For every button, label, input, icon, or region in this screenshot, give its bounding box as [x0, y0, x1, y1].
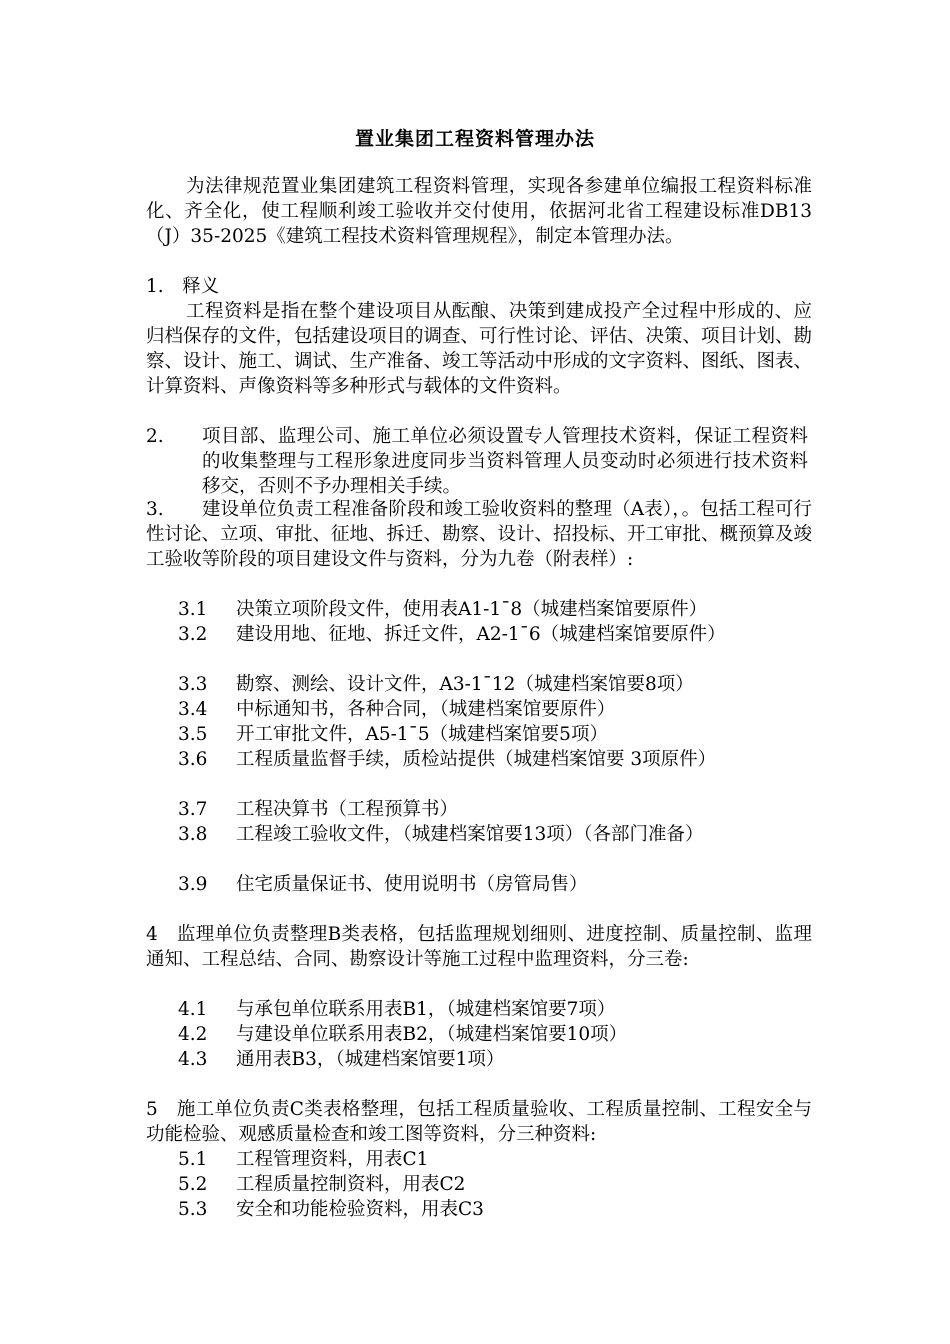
item-number: 4.3: [178, 1049, 208, 1070]
item-number: 3.3: [178, 674, 208, 695]
page-title: 置业集团工程资料管理办法: [354, 128, 595, 150]
list-item: 工程质量控制资料，用表C2: [236, 1174, 466, 1195]
section-3-number: 3.: [146, 499, 164, 520]
item-number: 5.2: [178, 1174, 208, 1195]
list-item: 开工审批文件，A5-1¯5（城建档案馆要5项）: [236, 724, 608, 745]
item-number: 3.2: [178, 624, 208, 645]
item-number: 4.2: [178, 1024, 208, 1045]
list-item: 决策立项阶段文件，使用表A1-1¯8（城建档案馆要原件）: [236, 599, 708, 620]
list-item: 住宅质量保证书、使用说明书（房管局售）: [236, 874, 588, 895]
intro-paragraph: 为法律规范置业集团建筑工程资料管理，实现各参建单位编报工程资料标准化、齐全化，使工程顺利竣工验收并交付使用，依据河北省工程建设标准DB13（J）35-2025《建筑工程技术资料管理规程》，制定本管理办法。: [146, 176, 812, 247]
list-item: 建设用地、征地、拆迁文件，A2-1¯6（城建档案馆要原件）: [236, 624, 726, 645]
section-1-text: 工程资料是指在整个建设项目从酝酿、决策到建成投产全过程中形成的、应归档保存的文件，包括建设项目的调查、可行性讨论、评估、决策、项目计划、勘察、设计、施工、调试、生产准备、竣工等活动中形成的文字资料、图纸、图表、计算资料、声像资料等多种形式与载体的文件资料。: [146, 301, 813, 397]
section-2-number: 2.: [146, 426, 164, 447]
list-item: 与建设单位联系用表B2，（城建档案馆要10项）: [236, 1024, 628, 1045]
list-item: 勘察、测绘、设计文件，A3-1¯12（城建档案馆要8项）: [236, 674, 694, 695]
section-1-heading: 1. 释义: [146, 276, 220, 297]
list-item: 工程竣工验收文件，（城建档案馆要13项）（各部门准备）: [236, 824, 704, 845]
list-item: 工程质量监督手续，质检站提供（城建档案馆要 3项原件）: [236, 749, 717, 770]
section-3-text: 建设单位负责工程准备阶段和竣工验收资料的整理（A表），。包括工程可行性讨论、立项、审批、征地、拆迁、勘察、设计、招投标、开工审批、概预算及竣工验收等阶段的项目建设文件与资料，分为九卷（附表样）:: [146, 499, 813, 570]
list-item: 工程管理资料，用表C1: [236, 1149, 429, 1170]
item-number: 3.5: [178, 724, 208, 745]
list-item: 中标通知书，各种合同，（城建档案馆要原件）: [236, 699, 616, 720]
section-2-text: 项目部、监理公司、施工单位必须设置专人管理技术资料，保证工程资料的收集整理与工程形象进度同步当资料管理人员变动时必须进行技术资料移交，否则不予办理相关手续。: [202, 426, 808, 497]
item-number: 4.1: [178, 999, 208, 1020]
list-item: 工程决算书（工程预算书）: [236, 799, 459, 820]
list-item: 与承包单位联系用表B1，（城建档案馆要7项）: [236, 999, 616, 1020]
item-number: 5.3: [178, 1199, 208, 1220]
section-5-text: 5 施工单位负责C类表格整理，包括工程质量验收、工程质量控制、工程安全与功能检验、观感质量检查和竣工图等资料，分三种资料:: [146, 1099, 812, 1145]
item-number: 3.8: [178, 824, 208, 845]
item-number: 5.1: [178, 1149, 208, 1170]
item-number: 3.6: [178, 749, 208, 770]
list-item: 通用表B3，（城建档案馆要1项）: [236, 1049, 505, 1070]
item-number: 3.7: [178, 799, 208, 820]
item-number: 3.9: [178, 874, 208, 895]
item-number: 3.4: [178, 699, 208, 720]
item-number: 3.1: [178, 599, 208, 620]
section-4-text: 4 监理单位负责整理B类表格，包括监理规划细则、进度控制、质量控制、监理通知、工程总结、合同、勘察设计等施工过程中监理资料，分三卷:: [146, 924, 812, 970]
list-item: 安全和功能检验资料，用表C3: [236, 1199, 484, 1220]
